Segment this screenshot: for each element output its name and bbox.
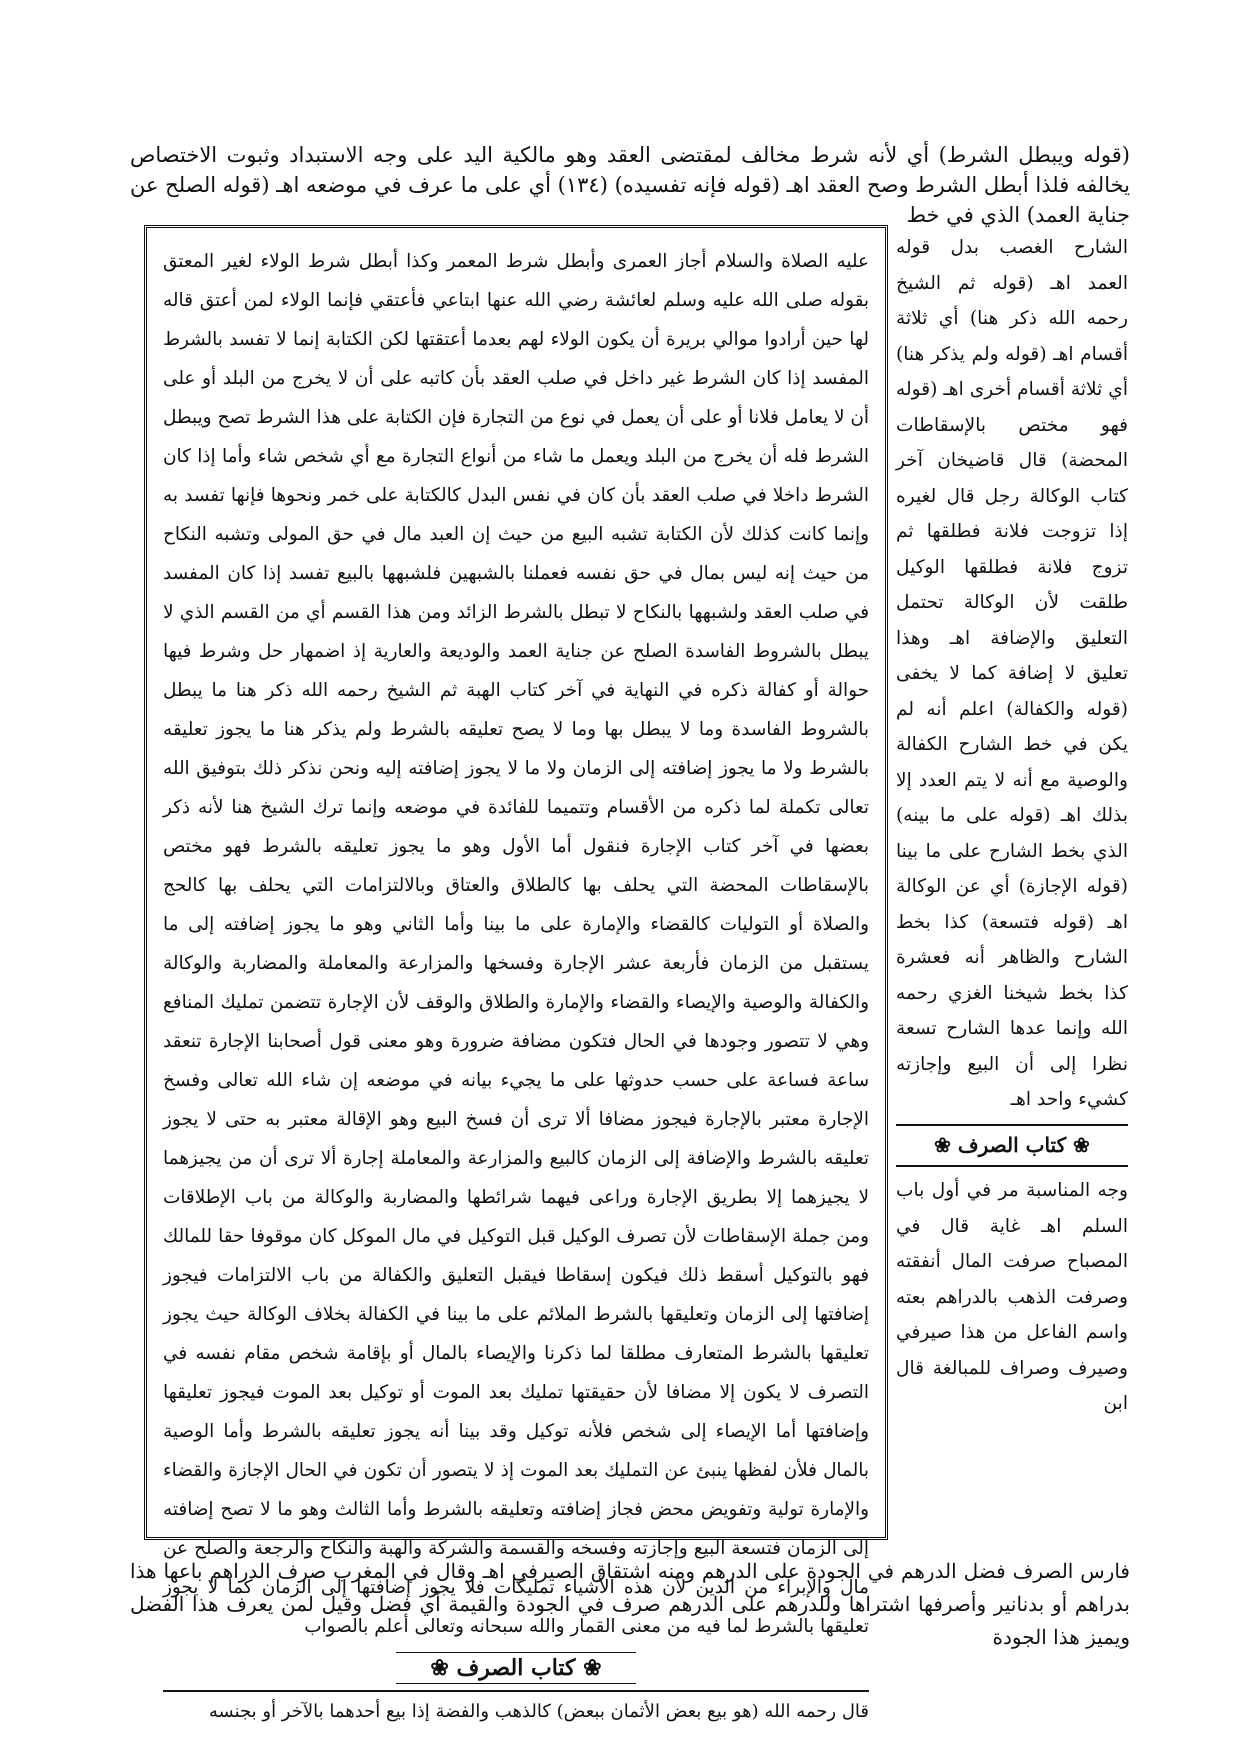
main-footer-text: قال رحمه الله (هو بيع بعض الأثمان ببعض) كالذهب والفضة إذا بيع أحدهما بالآخر أو بجنسه (208, 1701, 869, 1722)
side-text-before: الشارح الغصب بدل قوله العمد اهـ (قوله ثم الشيخ رحمه الله ذكر هنا) أي ثلاثة أقسام اهـ (قوله ولم يذكر هنا) أي ثلاثة أقسام أخرى اهـ (قوله فهو مختص بالإسقاطات المحضة) قال قاضيخان آخر كتاب الوكالة رجل قال لغيره إذا تزوجت فلانة فطلقها ثم تزوج فلانة فطلقها الوكيل طلقت لأن الوكالة تحتمل التعليق والإضافة اهـ وهذا تعليق لا إضافة كما لا يخفى (قوله والكفالة) اعلم أنه لم يكن في خط الشارح الكفالة والوصية مع أنه لا يتم العدد إلا بذلك اهـ (قوله على ما بينه) الذي بخط الشارح على ما بينا (قوله الإجازة) أي عن الوكالة اهـ (قوله فتسعة) كذا بخط الشارح والظاهر أنه فعشرة كذا بخط شيخنا الغزي رحمه الله وإنما عدها الشارح تسعة نظرا إلى أن البيع وإجازته كشيء واحد اهـ (896, 237, 1128, 1110)
bottom-margin-commentary: فارس الصرف فضل الدرهم في الجودة على الدرهم ومنه اشتقاق الصيرفي اهـ وقال في المغرب صرف الدراهم باعها هذا بدراهم أو بدنانير وأصرفها اشتراها وللدرهم على الدرهم صرف في الجودة والقيمة أي فضل وقيل لمن يعرف هذا الفضل ويميز هذا الجودة (130, 1559, 1130, 1649)
side-text-after: وجه المناسبة مر في أول باب السلم اهـ غاية قال في المصباح صرفت المال أنفقته وصرفت الذهب بالدراهم بعته واسم الفاعل من هذا صيرفي وصيرف وصراف للمبالغة قال ابن (896, 1180, 1128, 1414)
footer-divider (163, 1690, 869, 1692)
side-chapter-heading: ❀ كتاب الصرف ❀ (896, 1124, 1128, 1168)
chapter-title: ❀ كتاب الصرف ❀ (396, 1652, 636, 1684)
top-margin-commentary: (قوله ويبطل الشرط) أي لأنه شرط مخالف لمقتضى العقد وهو مالكية اليد على وجه الاستبداد وثبوت الاختصاص يخالفه فلذا أبطل الشرط وصح العقد اهـ (قوله فإنه تفسيده) (١٣٤) أي على ما عرف في موضعه اهـ (قوله الصلح عن جناية العمد) الذي في خط (129, 143, 1130, 227)
main-body-text: عليه الصلاة والسلام أجاز العمرى وأبطل شرط المعمر وكذا أبطل شرط الولاء لغير المعتق بقوله صلى الله عليه وسلم لعائشة رضي الله عنها ابتاعي فأعتقي فإنما الولاء لمن أعتق قاله لها حين أرادوا موالي بريرة أن يكون الولاء لهم بعدما أعتقتها لكن الكتابة إنما لا تفسد بالشرط المفسد إذا كان الشرط غير داخل في صلب العقد بأن كاتبه على أن لا يخرج من البلد أو على أن لا يعامل فلانا أو على أن يعمل في نوع من التجارة فإن الكتابة على هذا الشرط تصح ويبطل الشرط فله أن يخرج من البلد ويعمل ما شاء من أنواع التجارة مع أي شخص شاء وأما إذا كان الشرط داخلا في صلب العقد بأن كان في نفس البدل كالكتابة على خمر ونحوها فإنها تفسد به وإنما كانت كذلك لأن الكتابة تشبه البيع من حيث إن العبد مال في حق المولى وتشبه النكاح من حيث إنه ليس بمال في حق نفسه فعملنا بالشبهين فلشبهها بالبيع تفسد إذا كان المفسد في صلب العقد ولشبهها بالنكاح لا تبطل بالشرط الزائد ومن هذا القسم أي من القسم الذي لا يبطل بالشروط الفاسدة الصلح عن جناية العمد والوديعة والعارية إذ اضمهار حل وشرط فيها حوالة أو كفالة ذكره في النهاية في آخر كتاب الهبة ثم الشيخ رحمه الله ذكر هنا ما يبطل بالشروط الفاسدة وما لا يبطل بها وما لا يصح تعليقه بالشرط ولم يذكر هنا ما يجوز تعليقه بالشرط ولا ما يجوز إضافته إلى الزمان ولا ما لا يجوز إضافته إليه ونحن نذكر ذلك بتوفيق الله تعالى تكملة لما ذكره من الأقسام وتتميما للفائدة في موضعه وإنما ترك الشيخ هنا لأنه ذكر بعضها في آخر كتاب الإجارة فنقول أما الأول وهو ما يجوز تعليقه بالشرط فهو مختص بالإسقاطات المحضة التي يحلف بها كالطلاق والعتاق وبالالتزامات التي يحلف بها كالحج والصلاة أو التوليات كالقضاء والإمارة على ما بينا وأما الثاني وهو ما يجوز إضافته إلى ما يستقبل من الزمان فأربعة عشر الإجارة وفسخها والمزارعة والمعاملة والمضاربة والوكالة والكفالة والوصية والإيصاء والقضاء والإمارة والطلاق والوقف لأن الإجارة تتضمن تمليك المنافع وهي لا تتصور وجودها في الحال فتكون مضافة ضرورة وهو معنى قول أصحابنا الإجارة تنعقد ساعة فساعة على حسب حدوثها على ما يجيء بيانه في موضعه إن شاء الله تعالى وفسخ الإجارة معتبر بالإجارة فيجوز مضافا ألا ترى أن فسخ البيع وهو الإقالة معتبر به حتى لا يجوز تعليقه بالشرط والإضافة إلى الزمان كالبيع والمزارعة والمعاملة إجارة ألا ترى أن من يجيزهما لا يجيزهما إلا بطريق الإجارة وراعى فيهما شرائطها والمضاربة والوكالة من باب الإطلاقات ومن جملة الإسقاطات لأن تصرف الوكيل قبل التوكيل في مال الموكل كان موقوفا حقا للمالك فهو بالتوكيل أسقط ذلك فيكون إسقاطا فيقبل التعليق والكفالة من باب الالتزامات فيجوز إضافتها إلى الزمان وتعليقها بالشرط الملائم على ما بينا في الكفالة بخلاف الوكالة حيث يجوز تعليقها بالشرط المتعارف مطلقا لما ذكرنا والإيصاء بالمال أو بإقامة شخص مقام نفسه في التصرف لا يكون إلا مضافا لأن حقيقتها تمليك بعد الموت أو توكيل بعد الموت فيجوز تعليقها وإضافتها أما الإيصاء إلى شخص فلأنه توكيل وقد بينا أنه يجوز تعليقه بالشرط وأما الوصية بالمال فلأن لفظها ينبئ عن التمليك بعد الموت إذ لا يتصور أن تكون في الحال الإجازة والقضاء والإمارة تولية وتفويض محض فجاز إضافته وتعليقه بالشرط وأما الثالث وهو ما لا تصح إضافته إلى الزمان فتسعة البيع وإجازته وفسخه والقسمة والشركة والهبة والنكاح والرجعة والصلح عن مال والإبراء من الدين لأن هذه الأشياء تمليكات فلا يجوز إضافتها إلى الزمان كما لا يجوز تعليقها بالشرط لما فيه من معنى القمار والله سبحانه وتعالى أعلم بالصواب (163, 251, 870, 1637)
side-margin-commentary (896, 230, 1128, 1540)
